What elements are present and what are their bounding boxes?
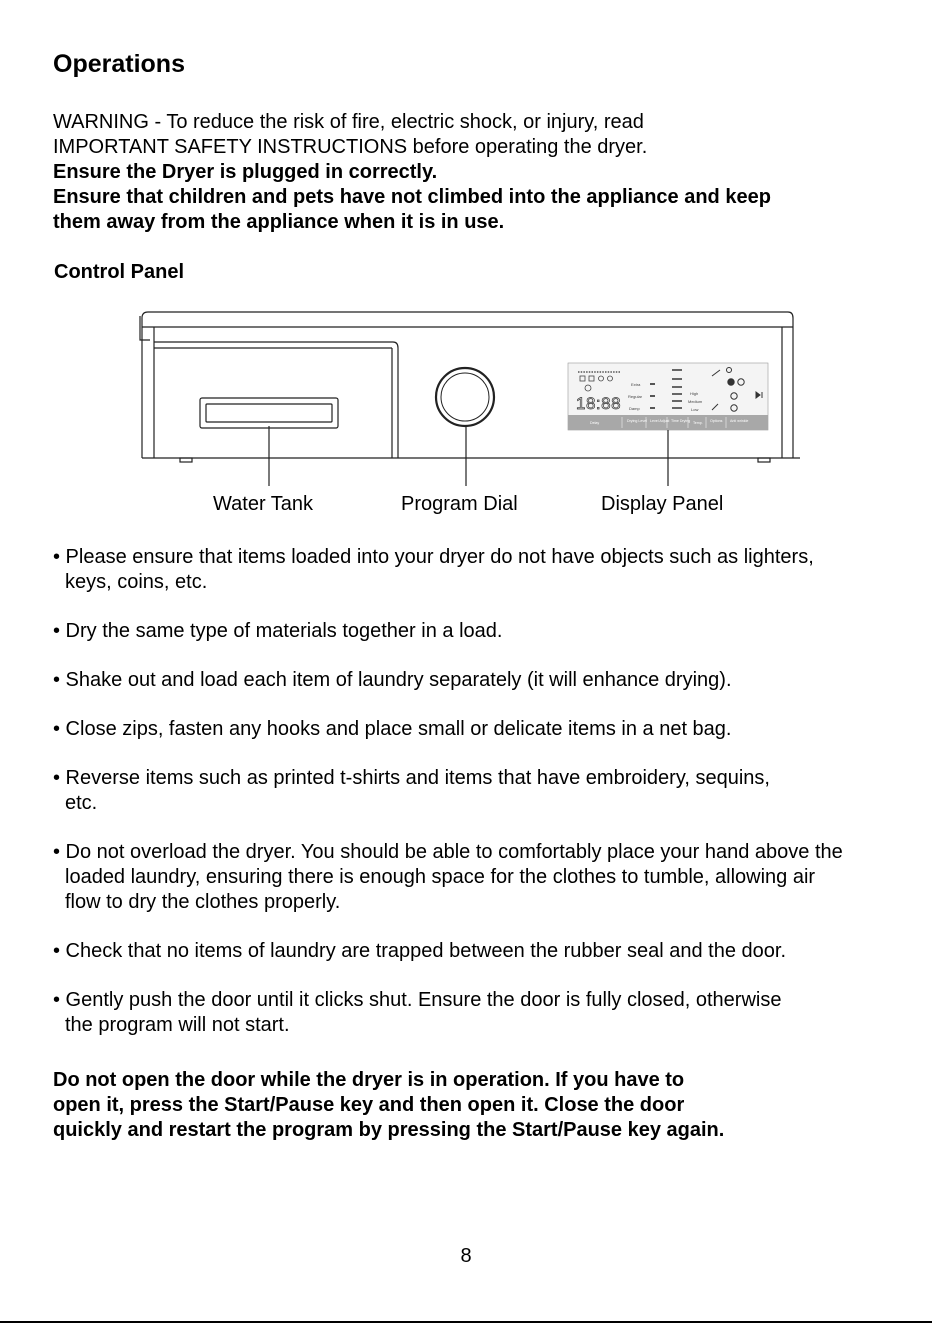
strip-level-adjust-label: Level Adjust (650, 419, 670, 423)
list-item: • Please ensure that items loaded into your dryer do not have objects such as lighters, keys, coins, etc. (53, 546, 814, 593)
page-title: Operations (53, 50, 185, 78)
strip-options-label: Options (710, 419, 723, 423)
list-item: • Check that no items of laundry are trapped between the rubber seal and the door. (53, 940, 787, 962)
display-digits: 18:88 (576, 394, 622, 413)
closing-line: quickly and restart the program by pressing the Start/Pause key again. (53, 1119, 725, 1141)
display-panel-label: Display Panel (601, 493, 724, 515)
strip-delay-label: Delay (590, 421, 600, 425)
list-item: • Dry the same type of materials together in a load. (53, 620, 503, 642)
level-extra-label: Extra (631, 382, 641, 387)
list-item: • Reverse items such as printed t-shirts and items that have embroidery, sequins, etc. (53, 767, 770, 814)
warning-block (53, 110, 883, 235)
instruction-list (53, 545, 913, 1062)
leader-lines (269, 425, 668, 486)
level-damp-label: Damp (629, 406, 640, 411)
warning-line: IMPORTANT SAFETY INSTRUCTIONS before operating the dryer. (53, 136, 648, 158)
temp-low-label: Low (691, 407, 699, 412)
strip-anti-wrinkle-label: Anti wrinkle (730, 419, 749, 423)
strip-temp-label: Temp. (693, 421, 703, 425)
warning-bold-line: Ensure that children and pets have not climbed into the appliance and keep (53, 186, 771, 208)
closing-line: Do not open the door while the dryer is in operation. If you have to (53, 1069, 685, 1091)
display-panel-graphic (568, 363, 768, 430)
page-number: 8 (460, 1245, 472, 1267)
closing-line: open it, press the Start/Pause key and then open it. Close the door (53, 1094, 685, 1116)
strip-time-drying-label: Time Drying (671, 419, 691, 423)
temp-high-label: High (690, 391, 699, 396)
temp-medium-label: Medium (688, 399, 703, 404)
list-item: • Gently push the door until it clicks shut. Ensure the door is fully closed, otherwise the program will not start. (53, 989, 782, 1036)
list-item: • Do not overload the dryer. You should be able to comfortably place your hand above the loaded laundry, ensuring there is enough space for the clothes to tumble, allowing air flow to dry the clothes properly. (53, 841, 843, 913)
list-item: • Close zips, fasten any hooks and place small or delicate items in a net bag. (53, 718, 732, 740)
warning-bold-line: Ensure the Dryer is plugged in correctly. (53, 161, 438, 183)
list-item: • Shake out and load each item of laundry separately (it will enhance drying). (53, 669, 732, 691)
warning-line: WARNING - To reduce the risk of fire, electric shock, or injury, read (53, 111, 644, 133)
strip-drying-level-label: Drying Level (627, 419, 647, 423)
closing-warning (53, 1068, 913, 1143)
warning-bold-line: them away from the appliance when it is in use. (53, 211, 505, 233)
water-tank-label: Water Tank (213, 493, 314, 515)
control-panel-heading: Control Panel (54, 261, 185, 283)
level-regular-label: Regular (628, 394, 643, 399)
program-dial-label: Program Dial (401, 493, 518, 515)
